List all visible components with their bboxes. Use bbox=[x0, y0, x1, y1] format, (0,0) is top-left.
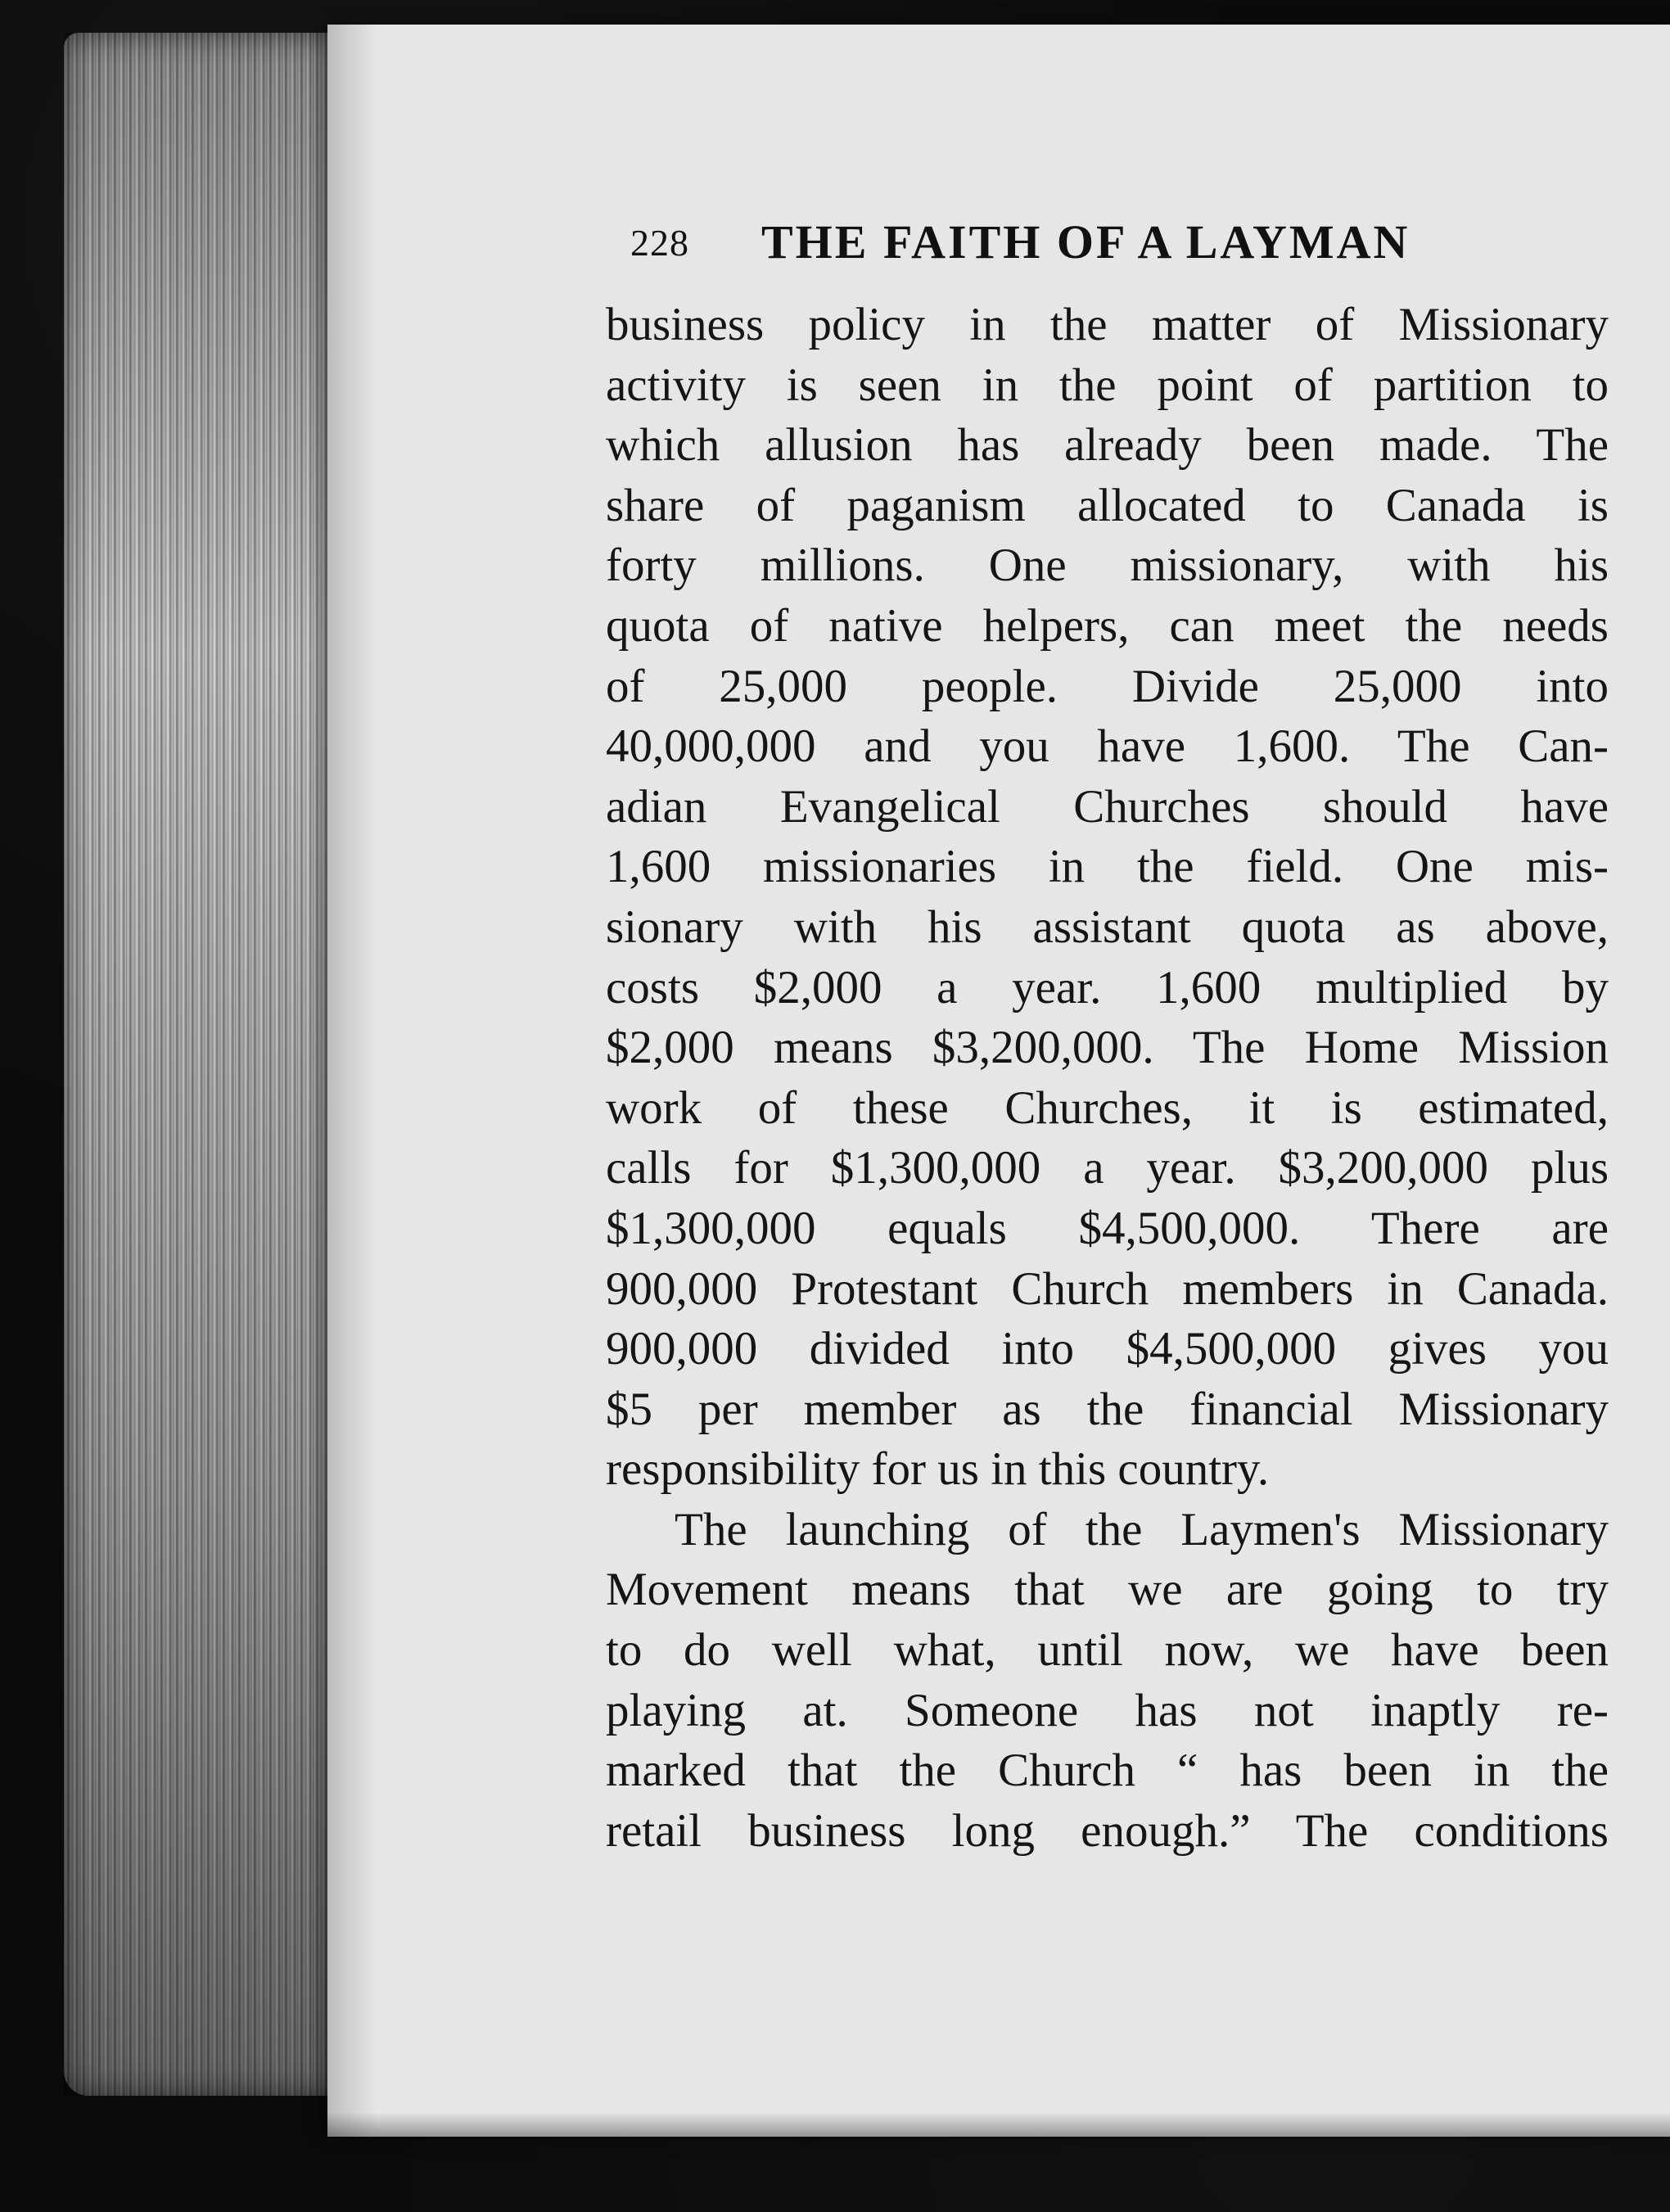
text-line: 900,000 Protestant Church members in Canada. bbox=[606, 1262, 1609, 1315]
text-line: retail business long enough.” The conditions bbox=[606, 1804, 1609, 1857]
text-line: calls for $1,300,000 a year. $3,200,000 plus bbox=[606, 1142, 1609, 1194]
paragraph-2 bbox=[606, 1500, 1609, 1862]
text-line: costs $2,000 a year. 1,600 multiplied by bbox=[606, 961, 1609, 1013]
body-text bbox=[606, 295, 1609, 1861]
page-bottom-shadow bbox=[327, 2112, 1670, 2137]
text-line: share of paganism allocated to Canada is bbox=[606, 479, 1609, 531]
running-head bbox=[630, 205, 1531, 287]
text-line: Movement means that we are going to try bbox=[606, 1564, 1609, 1616]
text-line: marked that the Church “ has been in the bbox=[606, 1745, 1609, 1797]
text-line: playing at. Someone has not inaptly re- bbox=[606, 1684, 1609, 1736]
text-line: sionary with his assistant quota as above, bbox=[606, 901, 1609, 953]
paragraph-1 bbox=[606, 295, 1609, 1500]
text-line: $1,300,000 equals $4,500,000. There are bbox=[606, 1202, 1609, 1254]
text-line: adian Evangelical Churches should have bbox=[606, 780, 1609, 833]
text-line: quota of native helpers, can meet the needs bbox=[606, 599, 1609, 652]
text-line: The launching of the Laymen's Missionary bbox=[675, 1503, 1609, 1555]
text-line: $2,000 means $3,200,000. The Home Mission bbox=[606, 1022, 1609, 1074]
text-line: 40,000,000 and you have 1,600. The Can- bbox=[606, 720, 1609, 773]
text-line: $5 per member as the financial Missionary bbox=[606, 1383, 1609, 1435]
book-page bbox=[327, 25, 1670, 2137]
text-line: forty millions. One missionary, with his bbox=[606, 539, 1609, 592]
text-line: work of these Churches, it is estimated, bbox=[606, 1081, 1609, 1134]
text-line: business policy in the matter of Missionary bbox=[606, 299, 1609, 350]
text-line: responsibility for us in this country. bbox=[606, 1443, 1270, 1496]
text-line: activity is seen in the point of partition to bbox=[606, 359, 1609, 411]
book-page-edges bbox=[64, 33, 350, 2096]
running-title: THE FAITH OF A LAYMAN bbox=[761, 215, 1410, 269]
text-line: which allusion has already been made. The bbox=[606, 419, 1609, 472]
text-line: 1,600 missionaries in the field. One mis- bbox=[606, 841, 1609, 893]
text-line: to do well what, until now, we have been bbox=[606, 1624, 1609, 1677]
page-number: 228 bbox=[630, 222, 689, 264]
text-line: 900,000 divided into $4,500,000 gives you bbox=[606, 1323, 1609, 1375]
text-line: of 25,000 people. Divide 25,000 into bbox=[606, 660, 1609, 712]
